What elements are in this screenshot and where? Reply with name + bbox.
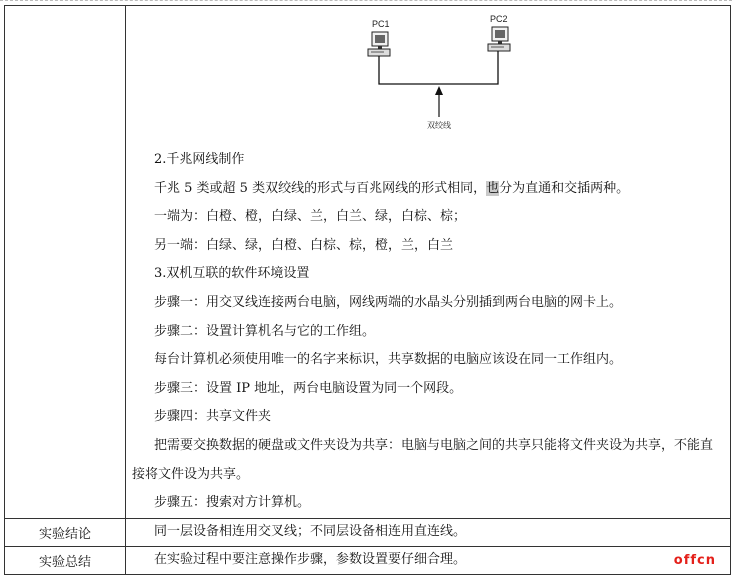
end-b-wiring: 另一端：白绿、绿，白橙、白棕、棕，橙，兰，白兰 [154,237,454,253]
summary-text: 在实验过程中要注意操作步骤，参数设置要仔细合理。 [154,552,467,568]
offcn-watermark-logo: offcn [673,553,716,568]
cable-label: 双绞线 [427,121,451,130]
procedure-content-cell [126,6,731,519]
conclusion-label: 实验结论 [5,518,126,546]
pc1-computer-icon [368,32,390,56]
section2-title: 2.千兆网线制作 [154,152,245,167]
p1-highlight: 也 [486,180,500,196]
step3-text: 步骤三：设置 IP 地址，两台电脑设置为同一个网段。 [154,380,463,396]
summary-row [5,546,731,574]
section3-title: 3.双机互联的软件环境设置 [154,266,310,282]
procedure-row [5,6,731,519]
page-break-line [0,0,732,1]
summary-cell [126,546,731,574]
cable-arrow-head [435,86,443,95]
p1-after: 分为直通和交插两种。 [499,180,630,196]
empty-label-cell [5,6,126,519]
conclusion-text: 同一层设备相连用交叉线；不同层设备相连用直连线。 [154,524,467,540]
summary-label: 实验总结 [5,546,126,574]
experiment-table [4,5,731,575]
network-diagram [126,6,730,146]
conclusion-row [5,518,731,546]
conclusion-cell [126,518,731,546]
pc1-label: PC1 [372,19,390,29]
step2-note: 每台计算机必须使用唯一的名字来标识，共享数据的电脑应该设在同一工作组内。 [154,352,623,368]
step5-text: 步骤五：搜索对方计算机。 [154,495,311,511]
network-diagram-svg [126,6,730,146]
end-a-wiring: 一端为：白橙、橙，白绿、兰，白兰、绿，白棕、棕； [154,209,467,225]
step1-text: 步骤一：用交叉线连接两台电脑，网线两端的水晶头分别插到两台电脑的网卡上。 [154,294,623,310]
p1-before: 千兆 5 类或超 5 类双绞线的形式与百兆网线的形式相同， [154,180,487,196]
step2-text: 步骤二：设置计算机名与它的工作组。 [154,323,376,339]
gigabit-cable-paragraph [126,175,730,204]
pc2-computer-icon [488,27,510,51]
step4-text: 步骤四：共享文件夹 [154,409,272,425]
step4-note-line2: 接将文件设为共享。 [132,466,250,482]
step4-note-line1: 把需要交换数据的硬盘或文件夹设为共享：电脑与电脑之间的共享只能将文件夹设为共享，不能直 [154,437,714,453]
crossover-cable-line [379,51,498,84]
pc2-label: PC2 [490,14,508,24]
